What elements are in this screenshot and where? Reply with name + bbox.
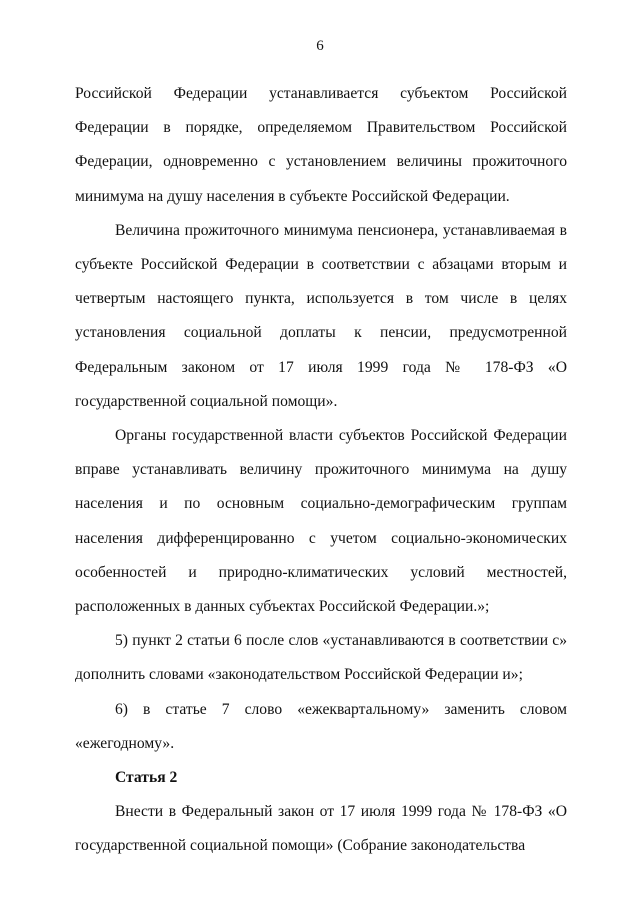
paragraph-article-2: Внести в Федеральный закон от 17 июля 1999 года № 178-ФЗ «О государственной социальной помощи» (Собрание законодательства	[75, 803, 567, 855]
paragraph-regional-authorities: Органы государственной власти субъектов Российской Федерации вправе устанавливать величину прожиточного минимума на душу населения и по основным социально-демографическим группам населения дифференцированно с учетом социально-экономических особенностей и природно-климатических условий местностей, расположенных в данных субъектах Российской Федерации.»;	[75, 427, 567, 616]
article-heading: Статья 2	[115, 769, 178, 787]
paragraph-pensioner-minimum: Величина прожиточного минимума пенсионера, устанавливаемая в субъекте Российской Федерации в соответствии с абзацами вторым и четвертым настоящего пункта, используется в том числе в целях установления социальной доплаты к пенсии, предусмотренной Федеральным законом от 17 июля 1999 года № 178-ФЗ «О государственной социальной помощи».	[75, 221, 567, 410]
paragraph-continuation: Российской Федерации устанавливается субъектом Российской Федерации в порядке, определяемом Правительством Российской Федерации, одновременно с установлением величины прожиточного минимума на душу населения в субъекте Российской Федерации.	[75, 85, 567, 205]
page-number: 6	[316, 38, 324, 54]
document-body	[75, 77, 567, 864]
paragraph-item-6: 6) в статье 7 слово «ежеквартальному» заменить словом «ежегодному».	[75, 700, 567, 752]
paragraph-item-5: 5) пункт 2 статьи 6 после слов «устанавливаются в соответствии с» дополнить словами «законодательством Российской Федерации и»;	[75, 632, 567, 684]
